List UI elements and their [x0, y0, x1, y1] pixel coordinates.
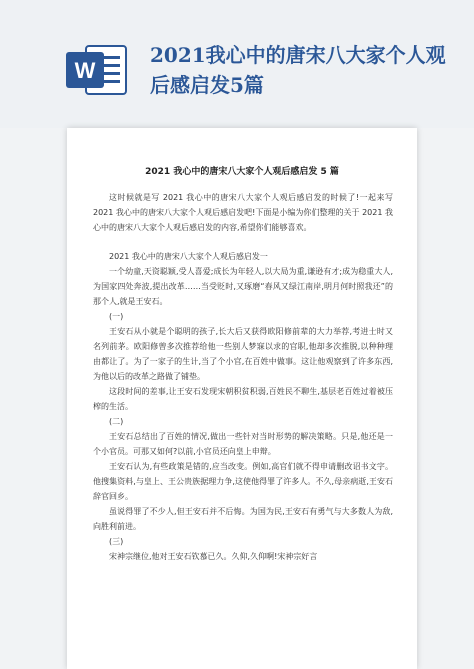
section-number: (二): [109, 417, 124, 426]
word-logo-letter: W: [74, 58, 96, 83]
word-doc-icon: [64, 44, 128, 96]
section-number: (一): [109, 312, 124, 321]
paragraph: 虽说得罪了不少人,但王安石并不后悔。为国为民,王安石有勇气与大多数人为敌,向胜利前进。: [93, 507, 393, 531]
paragraph: 王安石从小就是个聪明的孩子,长大后又获得欧阳修前辈的大力举荐,考进士时又名列前茅。欧阳修曾多次推荐给他一些别人梦寐以求的官职,他却多次推脱,以种种理由都让了。为了一家子的生计,当了个小官,在百姓中做事。这让他观察到了许多东西,为他以后的改革之路做了铺垫。: [93, 327, 393, 381]
section-heading: 2021 我心中的唐宋八大家个人观后感启发一: [109, 252, 268, 261]
banner-title: 2021我心中的唐宋八大家个人观后感启发5篇: [150, 43, 446, 97]
paragraph: 王安石认为,有些政策是错的,应当改变。例如,高官们就不得申请删改诏书文字。他搜集资料,与皇上、王公贵族据理力争,这使他得罪了许多人。不久,母亲病逝,王安石辞官回乡。: [93, 462, 393, 501]
spacer: [93, 235, 393, 249]
preview-banner: [0, 0, 474, 128]
paragraph: 宋神宗继位,他对王安石钦慕已久。久仰,久仰啊!宋神宗好言: [109, 552, 318, 561]
document-title: 2021 我心中的唐宋八大家个人观后感启发 5 篇: [145, 167, 339, 177]
paragraph: 一个幼童,天资聪颖,受人喜爱;成长为年轻人,以大局为重,谦逊有才;成为稳重大人,为国家四处奔波,提出改革……当受贬时,又琢磨“春风又绿江南岸,明月何时照我还”的那个人,就是王安石。: [93, 267, 393, 306]
section-number: (三): [109, 537, 124, 546]
document-body: [93, 190, 393, 564]
paragraph: 王安石总结出了百姓的情况,做出一些针对当时形势的解决策略。只是,他还是一个小官员。可那又如何?以前,小官员还向皇上申辩。: [93, 432, 393, 456]
paragraph: 这段时间的差事,让王安石发现宋朝积贫积弱,百姓民不聊生,基层老百姓过着被压榨的生活。: [93, 387, 393, 411]
intro-paragraph: 这时候就是写 2021 我心中的唐宋八大家个人观后感启发的时候了!一起来写 2021 我心中的唐宋八大家个人观后感启发吧!下面是小编为你们整理的关于 2021 我心中的唐宋八大家个人观后感启发的内容,希望你们能够喜欢。: [93, 193, 393, 232]
document-page: [67, 128, 417, 669]
